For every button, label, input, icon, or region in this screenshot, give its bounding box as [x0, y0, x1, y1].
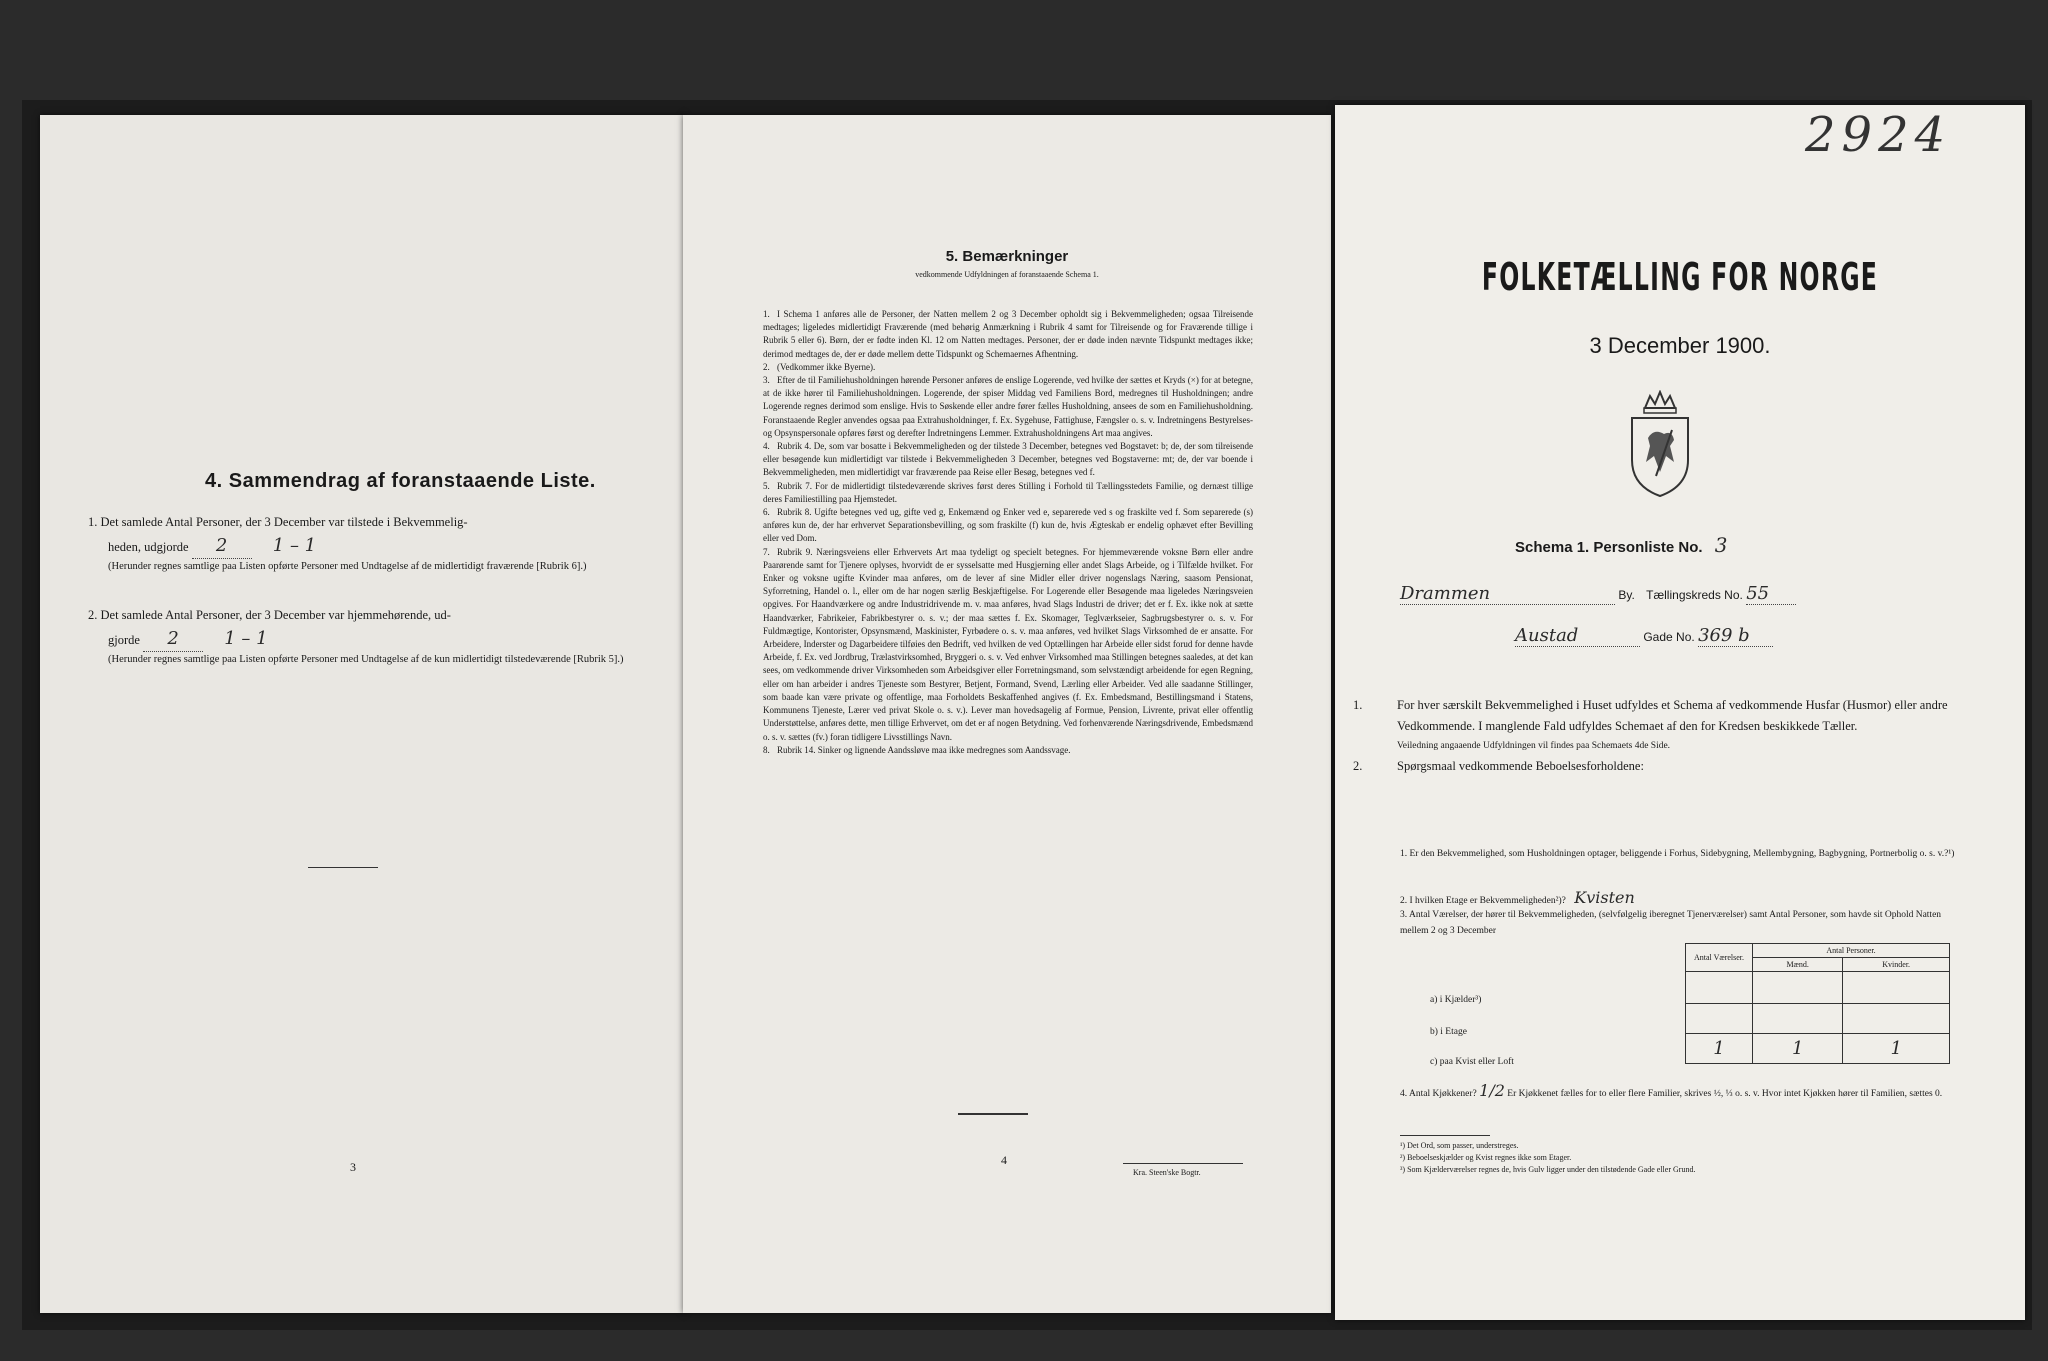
- item-text: Det samlede Antal Personer, der 3 December var hjemmehørende, ud-: [100, 608, 451, 622]
- gade-label: Gade No.: [1643, 630, 1695, 644]
- city-field: Drammen: [1400, 583, 1615, 605]
- remark-item: 3. Efter de til Familiehusholdningen hørende Personer anføres de enslige Logerende, ved hvilke der sættes et Kryds (×) for at betegne, at de ikke hører til Familiehusholdningen. Logerende, der spiser Middag ved Familiens Bord, medregnes til Husholdningen; andre Logerende regnes derimod som enslige. Hvis to Søskende eller andre fører fælles Husholdning, ansees de som en Familiehusholdning. Foranstaaende Regler anvendes ogsaa paa Extrahusholdninger, f. Ex. Sygehuse, Fattighuse, Fængsler o. s. v. Indretningens Bestyrelses- og Opsynspersonale opføres først og derefter Indretningens Lemmer. Extrahusholdningens Art maa angives.: [763, 375, 1253, 438]
- question-1: 1. Er den Bekvemmelighed, som Husholdningen optager, beliggende i Forhus, Sidebygning, Mellembygning, Bagbygning, Portnerbolig o. s. v.?¹): [1400, 849, 1955, 859]
- street-line: [1515, 625, 1975, 647]
- summary-item-1: [88, 510, 648, 574]
- item-note: (Herunder regnes samtlige paa Listen opførte Personer med Undtagelse af de midlertidigt fraværende [Rubrik 6].): [108, 561, 587, 572]
- item-number: 1.: [88, 515, 98, 529]
- kitchen-answer: 1/2: [1479, 1081, 1505, 1100]
- street-field: Austad: [1515, 625, 1640, 647]
- personliste-number: 3: [1714, 533, 1728, 557]
- row-label-etage: b) i Etage: [1430, 1027, 1467, 1037]
- col-men: Mænd.: [1753, 958, 1843, 972]
- item-note: (Herunder regnes samtlige paa Listen opførte Personer med Undtagelse af de kun midlertidigt tilstedeværende [Rubrik 5].): [108, 654, 624, 665]
- floor-answer: Kvisten: [1574, 888, 1635, 907]
- remark-item: 8. Rubrik 14. Sinker og lignende Aandssløve maa ikke medregnes som Aandssvage.: [763, 744, 1071, 755]
- summary-item-2: [88, 603, 648, 667]
- question-2: 2. I hvilken Etage er Bekvemmeligheden²)? Kvisten: [1400, 888, 1635, 907]
- divider-rule: [958, 1113, 1028, 1115]
- handwritten-total: 2: [143, 627, 203, 652]
- question-3: 3. Antal Værelser, der hører til Bekvemmeligheden, (selvfølgelig iberegnet Tjenerværelser) samt Antal Personer, som havde sit Ophold Natten mellem 2 og 3 December: [1400, 910, 1942, 936]
- handwritten-total: 2: [192, 534, 252, 559]
- gade-number: 369 b: [1698, 625, 1773, 647]
- remark-item: 6. Rubrik 8. Ugifte betegnes ved ug, gifte ved g, Enkemænd og Enker ved e, separerede ved s og fraskilte ved f. Som separerede (s) anføres kun de, der har erhvervet Separationsbevilling, og som fraskilte (f) kun de, hvis Ægteskab er endelig ophævet efter Bevilling eller ved Dom.: [763, 507, 1253, 544]
- women-loft-value: 1: [1843, 1034, 1950, 1064]
- handwritten-split: 1 – 1: [272, 535, 317, 556]
- handwritten-split: 1 – 1: [224, 628, 268, 649]
- kreds-label: Tællingskreds No.: [1646, 588, 1743, 602]
- item-number: 2.: [88, 608, 98, 622]
- col-persons: Antal Personer.: [1753, 944, 1950, 958]
- right-page: [1335, 105, 2025, 1320]
- remarks-list: [763, 308, 1253, 757]
- section-title: 4. Sammendrag af foranstaaende Liste.: [205, 470, 596, 492]
- printer-rule: [1123, 1163, 1243, 1164]
- rooms-table: [1685, 943, 1950, 1064]
- rooms-loft-value: 1: [1686, 1034, 1753, 1064]
- by-label: By.: [1618, 588, 1635, 602]
- remark-item: 5. Rubrik 7. For de midlertidigt tilstedeværende skrives først deres Stilling i Forhold til Tællingsstedets Familie, og dernæst tillige deres Familiestilling paa Hjemstedet.: [763, 480, 1253, 504]
- remark-item: 1. I Schema 1 anføres alle de Personer, der Natten mellem 2 og 3 December opholdt sig i Bekvemmeligheden; ogsaa Tilreisende medtages; ligeledes midlertidigt Fraværende (med behørig Anmærkning i Rubrik 4 samt for Tilreisende og for Fraværende tillige i Rubrik 5 eller 6). Børn, der er fødte inden Kl. 12 om Natten medtages. Personer, der er døde inden nævnte Tidspunkt medtages ikke; derimod medtages de, der er døde mellem dette Tidspunkt og Schemaernes Afhentning.: [763, 309, 1253, 359]
- page-number: 3: [350, 1160, 356, 1174]
- printer-imprint: Kra. Steen'ske Bogtr.: [1133, 1168, 1201, 1177]
- census-date: 3 December 1900.: [1589, 333, 1771, 358]
- men-loft-value: 1: [1753, 1034, 1843, 1064]
- coat-of-arms-icon: [1620, 390, 1700, 500]
- row-label-loft: c) paa Kvist eller Loft: [1430, 1057, 1514, 1067]
- divider-rule: [308, 867, 378, 868]
- item-text: heden, udgjorde: [108, 540, 189, 554]
- remarks-title: 5. Bemærkninger: [945, 248, 1069, 265]
- remark-item: 7. Rubrik 9. Næringsveiens eller Erhvervets Art maa tydeligt og specielt betegnes. For hjemmeværende voksne Børn eller andre Paarørende samt for Tjenere oplyses, hvorvidt de er sysselsatte med Husgjerning eller andet Slags Arbeide, og i Tilfælde hvilket. For Enker og voksne ugifte Kvinder maa anføres, om de lever af sine Midler eller driver nogenslags Næring, saasom Pensionat, Syforretning, Handel o. l., eller om de har nogen særlig Beskjæftigelse. For Logerende eller Besøgende maa ligeledes Næringsveien opgives. For Haandværkere og andre Industridrivende m. v. maa anføres, hvad Slags Industri de driver; det er f. Ex. ikke nok at sætte Haandværker, Fabrikeier, Fabrikbestyrer o. s. v.; der maa sættes f. Ex. Skomager, Teglværkseier, Sagbrugsbestyrer o. s. v. For Fuldmægtige, Kontorister, Opsynsmænd, Maskinister, Fyrbødere o. s. v. maa anføres, ved hvilket Slags Virksomhed de er ansatte. For Arbeidere, Inderster og Dagarbeidere tilføies den Bedrift, ved hvilken de ved Optællingen har Arbeide eller sidst forud for denne havde Arbeide, f. Ex. ved Jordbrug, Trælastvirksomhed, Bryggeri o. s. v. Ved enhver Virksomhed maa Stillingen betegnes saaledes, at det kan sees, om vedkommende driver Virksomheden som Arbeidsgiver eller Forretningsmand, som selvstændigt arbeidende for egen Regning, eller om han arbeider i andres Tjeneste som Bestyrer, Betjent, Formand, Svend, Lærling eller Arbeider. Ved alle saadanne Stillinger, som baade kan være private og offentlige, maa Forholdets Beskaffenhed angives (f. Ex. Embedsmand, Bestillingsmand i Statens, Kommunens Tjeneste, Lærer ved privat Skole o. s. v.). Lever man hovedsagelig af Formue, Pension, Livrente, privat eller offentlig Understøttelse, anføres dette, men tillige Erhvervet, om det er af nogen Betydning. Ved forhenværende Næringsdrivende, Embedsmænd o. s. v. sættes (fv.) foran tidligere Livsstillings Navn.: [763, 546, 1253, 742]
- col-rooms: Antal Værelser.: [1686, 944, 1753, 972]
- col-women: Kvinder.: [1843, 958, 1950, 972]
- kreds-number: 55: [1746, 583, 1796, 605]
- archive-number: 2924: [1805, 107, 1952, 163]
- left-page: [40, 115, 685, 1313]
- page-number: 4: [1001, 1153, 1007, 1167]
- location-line: [1400, 583, 1970, 605]
- question-4: 4. Antal Kjøkkener? 1/2 Er Kjøkkenet fælles for to eller flere Familier, skrives ½, ⅓ o. s. v. Hvor intet Kjøkken hører til Familien, sættes 0.: [1400, 1081, 1943, 1100]
- item-text: Det samlede Antal Personer, der 3 December var tilstede i Bekvemmelig-: [100, 515, 468, 529]
- instructions: 1. For hver særskilt Bekvemmelighed i Huset udfyldes et Schema af vedkommende Husfar (Husmor) eller andre Vedkommende. I manglende Fald udfyldes Schemaet af den for Kredsen beskikkede Tæller. Veiledning angaaende Udfyldningen vil findes paa Schemaets 4de Side. 2. Spørgsmaal vedkommende Beboelsesforholdene:: [1353, 698, 1948, 773]
- schema-label: Schema 1. Personliste No. 3: [1515, 533, 1728, 557]
- main-title: FOLKETÆLLING FOR NORGE: [1481, 255, 1879, 299]
- remark-item: 4. Rubrik 4. De, som var bosatte i Bekvemmeligheden og der tilstede 3 December, betegnes ved Bogstavet: b; de, der som tilreisende eller besøgende kun midlertidigt var tilstede i Bekvemmeligheden 3 December, betegnes ved Bogstaverne: mt; de, der var boende i Bekvemmeligheden, men midlertidigt var fraværende paa Reise eller Besøg, betegnes ved f.: [763, 441, 1253, 478]
- footnote-rule: [1400, 1135, 1490, 1136]
- footnotes: ¹) Det Ord, som passer, understreges. ²) Beboelseskjælder og Kvist regnes ikke som Etager. ³) Som Kjælderværelser regnes de, hvis Gulv ligger under den tilstødende Gade eller Grund.: [1400, 1141, 1696, 1174]
- item-text: gjorde: [108, 633, 140, 647]
- row-label-cellar: a) i Kjælder³): [1430, 995, 1482, 1005]
- middle-page: [683, 115, 1331, 1313]
- remark-item: 2. (Vedkommer ikke Byerne).: [763, 361, 876, 372]
- remarks-subtitle: vedkommende Udfyldningen af foranstaaende Schema 1.: [915, 270, 1099, 279]
